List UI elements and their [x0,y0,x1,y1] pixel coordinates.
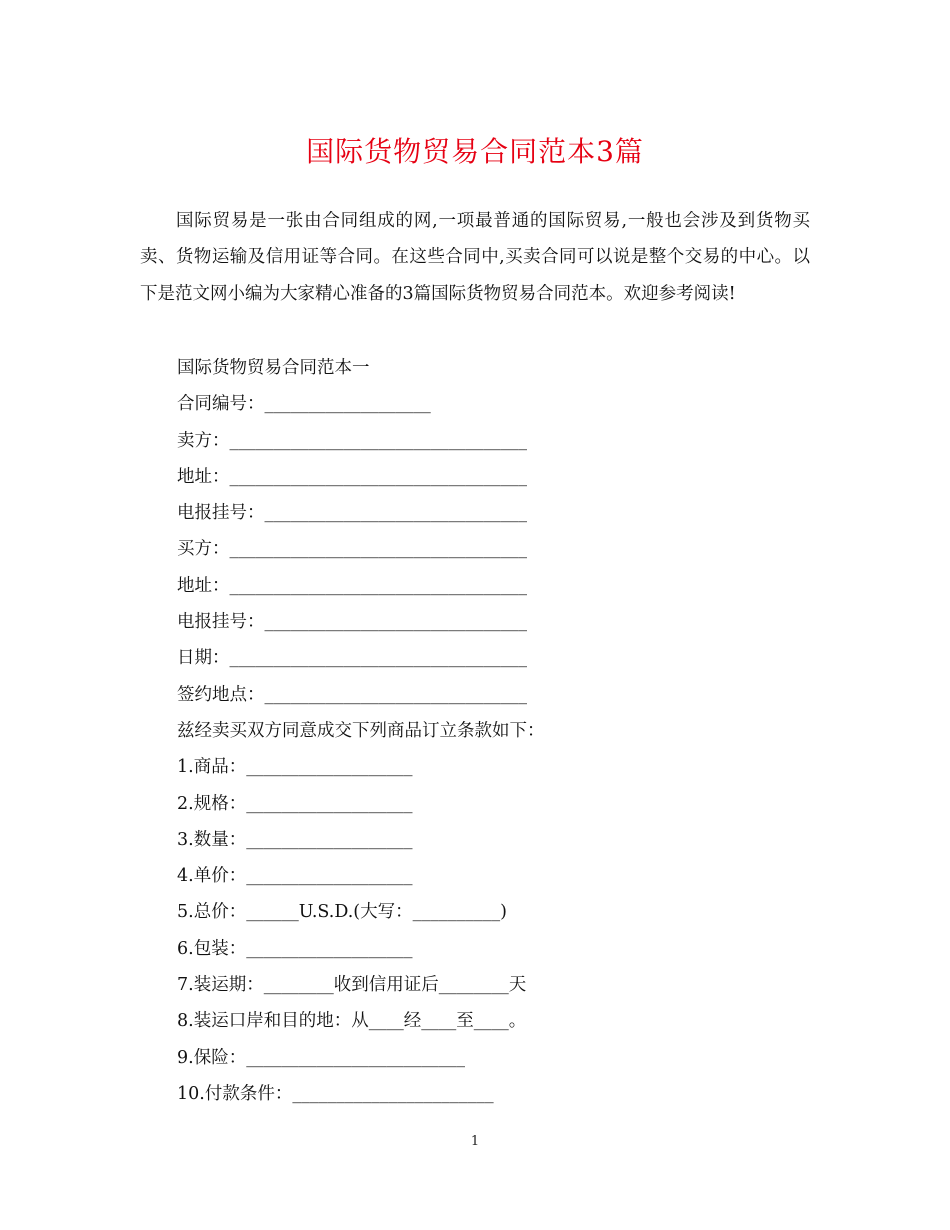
buyer-address-line: 地址：__________________________________ [177,575,527,596]
quantity-line: 3.数量：___________________ [177,829,413,850]
signing-place-line: 签约地点：______________________________ [177,684,527,705]
payment-terms-line: 10.付款条件：_______________________ [177,1083,494,1104]
insurance-line: 9.保险：_________________________ [177,1047,465,1068]
contract-lines [177,350,545,1112]
seller-line: 卖方：__________________________________ [177,430,527,451]
document-title: 国际货物贸易合同范本3篇 [306,135,644,168]
contract-number-line: 合同编号：___________________ [177,394,431,415]
commodity-line: 1.商品：___________________ [177,757,413,778]
port-line: 8.装运口岸和目的地：从____经____至____。 [177,1011,527,1032]
section-heading: 国际货物贸易合同范本一 [177,358,370,378]
packing-line: 6.包装：___________________ [177,938,413,959]
buyer-line: 买方：__________________________________ [177,539,527,560]
terms-intro-line: 兹经卖买双方同意成交下列商品订立条款如下： [177,720,545,741]
seller-address-line: 地址：__________________________________ [177,466,527,487]
unit-price-line: 4.单价：___________________ [177,866,413,887]
specification-line: 2.规格：___________________ [177,793,413,814]
shipment-line: 7.装运期：________收到信用证后________天 [177,975,527,996]
buyer-telegram-line: 电报挂号：______________________________ [177,612,527,633]
seller-telegram-line: 电报挂号：______________________________ [177,503,527,524]
total-price-line: 5.总价：______U.S.D.(大写：__________) [177,902,507,923]
date-line: 日期：__________________________________ [177,648,527,669]
intro-paragraph: 国际贸易是一张由合同组成的网,一项最普通的国际贸易,一般也会涉及到货物买卖、货物运输及信用证等合同。在这些合同中,买卖合同可以说是整个交易的中心。以下是范文网小编为大家精心准备的3篇国际货物贸易合同范本。欢迎参考阅读! [140,211,810,304]
page-number: 1 [470,1134,480,1149]
